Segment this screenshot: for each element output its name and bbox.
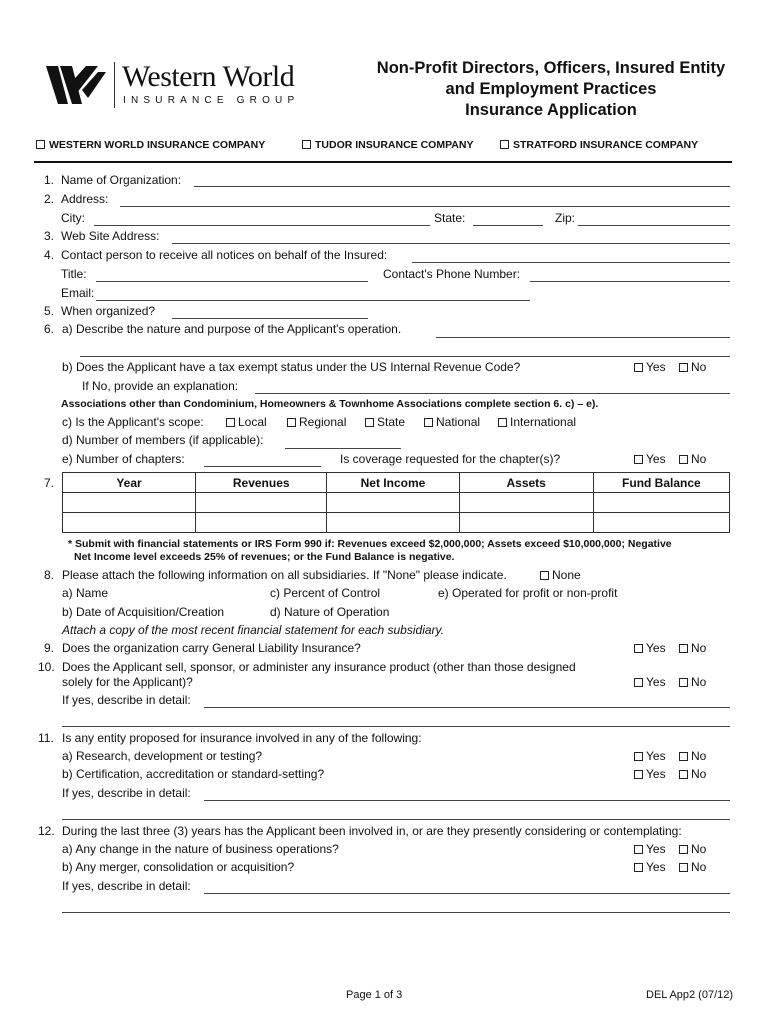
form-code: DEL App2 (07/12) — [646, 989, 734, 1001]
table-cell[interactable] — [327, 513, 459, 533]
q11b-no[interactable] — [679, 767, 706, 781]
none-label: None — [552, 568, 581, 582]
logo-name: Western World — [122, 60, 295, 93]
yes-label: Yes — [646, 767, 666, 781]
col-net-income: Net Income — [327, 473, 459, 493]
title-line-1: Non-Profit Directors, Officers, Insured Entity — [376, 59, 726, 77]
logo-subtitle: INSURANCE GROUP — [123, 95, 300, 106]
q6d-label: d) Number of members (if applicable): — [62, 433, 264, 447]
table-cell[interactable] — [63, 493, 196, 513]
email-field[interactable] — [96, 300, 530, 301]
yes-label: Yes — [646, 842, 666, 856]
website-field[interactable] — [172, 243, 730, 244]
checkbox-icon[interactable] — [634, 752, 643, 761]
company-logo — [46, 60, 108, 115]
checkbox-icon[interactable] — [287, 418, 296, 427]
q9-label: Does the organization carry General Liability Insurance? — [62, 641, 361, 655]
q2-number: 2. — [44, 192, 55, 206]
col-revenues: Revenues — [196, 473, 327, 493]
q9-yes[interactable] — [634, 641, 666, 655]
q11-detail-label: If yes, describe in detail: — [62, 786, 191, 800]
contact-phone-field[interactable] — [530, 281, 730, 282]
table-cell[interactable] — [459, 513, 593, 533]
yes-label: Yes — [646, 675, 666, 689]
q12a-yes[interactable] — [634, 842, 666, 856]
q3-label: Web Site Address: — [61, 229, 160, 243]
q10-detail-field[interactable] — [204, 707, 730, 708]
q5-number: 5. — [44, 304, 55, 318]
no-label: No — [691, 452, 707, 466]
checkbox-icon[interactable] — [634, 644, 643, 653]
q12b-no[interactable] — [679, 860, 706, 874]
q6a-label: a) Describe the nature and purpose of the Applicant's operation. — [62, 322, 402, 336]
q1-label: Name of Organization: — [61, 173, 182, 187]
logo-divider — [114, 62, 115, 108]
company-option-western-world[interactable] — [36, 139, 265, 151]
associations-note: Associations other than Condominium, Homeowners & Townhome Associations complete section 6. c) – e). — [61, 398, 599, 410]
address-field[interactable] — [120, 206, 730, 207]
tax-exempt-explanation-field[interactable] — [255, 393, 730, 394]
q12-number: 12. — [38, 824, 55, 838]
checkbox-icon[interactable] — [424, 418, 433, 427]
table-cell[interactable] — [63, 513, 196, 533]
checkbox-icon[interactable] — [679, 863, 688, 872]
subsidiaries-none[interactable] — [540, 568, 581, 582]
no-label: No — [691, 860, 707, 874]
yes-label: Yes — [646, 452, 666, 466]
scope-label: National — [436, 415, 481, 429]
chapters-count-field[interactable] — [204, 466, 321, 467]
checkbox-icon[interactable] — [226, 418, 235, 427]
q6b-explain-label: If No, provide an explanation: — [82, 379, 239, 393]
no-label: No — [691, 360, 707, 374]
q7-number: 7. — [44, 476, 55, 490]
zip-label: Zip: — [555, 211, 576, 225]
no-label: No — [691, 842, 707, 856]
q6-number: 6. — [44, 322, 55, 336]
q8c-label: c) Percent of Control — [270, 586, 381, 600]
q10-number: 10. — [38, 660, 55, 674]
q11b-label: b) Certification, accreditation or standard-setting? — [62, 767, 325, 781]
scope-label: Regional — [299, 415, 347, 429]
checkbox-icon[interactable] — [365, 418, 374, 427]
q11-detail-field-2[interactable] — [62, 819, 730, 820]
scope-label: International — [510, 415, 577, 429]
q1-number: 1. — [44, 173, 55, 187]
scope-state[interactable] — [365, 415, 405, 429]
contact-person-field[interactable] — [412, 262, 730, 263]
company-option-tudor[interactable] — [302, 139, 473, 151]
q4-number: 4. — [44, 248, 55, 262]
q11-number: 11. — [38, 731, 54, 745]
q12a-no[interactable] — [679, 842, 706, 856]
q10-detail-label: If yes, describe in detail: — [62, 693, 191, 707]
checkbox-icon[interactable] — [634, 678, 643, 687]
company-option-stratford[interactable] — [500, 139, 698, 151]
organization-name-field[interactable] — [194, 186, 730, 187]
checkbox-icon[interactable] — [679, 678, 688, 687]
table-cell[interactable] — [196, 493, 327, 513]
contact-title-field[interactable] — [96, 281, 368, 282]
table-cell[interactable] — [196, 513, 327, 533]
checkbox-icon[interactable] — [634, 770, 643, 779]
email-label: Email: — [61, 286, 95, 300]
table-cell[interactable] — [327, 493, 459, 513]
q10-yes[interactable] — [634, 675, 666, 689]
table-cell[interactable] — [593, 493, 729, 513]
q8-number: 8. — [44, 568, 55, 582]
yes-label: Yes — [646, 860, 666, 874]
q8d-label: d) Nature of Operation — [270, 605, 390, 619]
q8b-label: b) Date of Acquisition/Creation — [62, 605, 225, 619]
operation-description-field[interactable] — [436, 337, 730, 338]
q6c-label: c) Is the Applicant's scope: — [62, 415, 204, 429]
city-field[interactable] — [94, 225, 430, 226]
table-cell[interactable] — [459, 493, 593, 513]
city-label: City: — [61, 211, 85, 225]
checkbox-icon[interactable] — [679, 752, 688, 761]
q6b-no[interactable] — [679, 360, 706, 374]
contact-phone-label: Contact's Phone Number: — [383, 267, 521, 281]
state-label: State: — [434, 211, 466, 225]
checkbox-icon[interactable] — [498, 418, 507, 427]
checkbox-icon[interactable] — [679, 363, 688, 372]
q5-label: When organized? — [61, 304, 156, 318]
q3-number: 3. — [44, 229, 55, 243]
q12-detail-label: If yes, describe in detail: — [62, 879, 191, 893]
members-count-field[interactable] — [285, 448, 401, 449]
organized-date-field[interactable] — [172, 318, 368, 319]
q2-label: Address: — [61, 192, 109, 206]
yes-label: Yes — [646, 749, 666, 763]
state-field[interactable] — [473, 225, 543, 226]
checkbox-icon[interactable] — [679, 770, 688, 779]
q11a-yes[interactable] — [634, 749, 666, 763]
western-world-logo-icon — [46, 60, 108, 110]
financial-note-line-1: * Submit with financial statements or IRS Form 990 if: Revenues exceed $2,000,000; Assets exceed $10,000,000; Negative — [68, 538, 672, 550]
company-label: WESTERN WORLD INSURANCE COMPANY — [49, 139, 266, 151]
checkbox-icon[interactable] — [634, 455, 643, 464]
header-rule — [34, 161, 732, 163]
q11a-label: a) Research, development or testing? — [62, 749, 263, 763]
scope-label: State — [377, 415, 406, 429]
q6b-label: b) Does the Applicant have a tax exempt status under the US Internal Revenue Code? — [62, 360, 521, 374]
financial-note-line-2: Net Income level exceeds 25% of revenues; or the Fund Balance is negative. — [74, 551, 455, 563]
q10-label-line-1: Does the Applicant sell, sponsor, or administer any insurance product (other than those designed — [62, 660, 576, 674]
company-label: TUDOR INSURANCE COMPANY — [315, 139, 474, 151]
scope-international[interactable] — [498, 415, 576, 429]
q10-detail-field-2[interactable] — [62, 726, 730, 727]
q12-detail-field-2[interactable] — [62, 912, 730, 913]
col-fund-balance: Fund Balance — [593, 473, 729, 493]
attach-note: Attach a copy of the most recent financial statement for each subsidiary. — [62, 623, 444, 637]
no-label: No — [691, 749, 707, 763]
scope-regional[interactable] — [287, 415, 346, 429]
checkbox-icon[interactable] — [634, 845, 643, 854]
title-line-2: and Employment Practices — [445, 80, 657, 98]
checkbox-icon[interactable] — [679, 845, 688, 854]
scope-local[interactable] — [226, 415, 267, 429]
table-row — [63, 513, 730, 533]
col-assets: Assets — [459, 473, 593, 493]
q11-detail-field[interactable] — [204, 800, 730, 801]
yes-label: Yes — [646, 360, 666, 374]
table-header-row — [63, 473, 730, 493]
scope-national[interactable] — [424, 415, 480, 429]
q9-number: 9. — [44, 641, 55, 655]
q12a-label: a) Any change in the nature of business operations? — [62, 842, 339, 856]
page-number: Page 1 of 3 — [346, 989, 403, 1001]
q11b-yes[interactable] — [634, 767, 666, 781]
checkbox-icon[interactable] — [634, 363, 643, 372]
checkbox-icon[interactable] — [302, 140, 311, 149]
no-label: No — [691, 641, 707, 655]
title-line-3: Insurance Application — [465, 101, 637, 119]
q12b-label: b) Any merger, consolidation or acquisition? — [62, 860, 295, 874]
q8a-label: a) Name — [62, 586, 109, 600]
checkbox-icon[interactable] — [540, 571, 549, 580]
checkbox-icon[interactable] — [634, 863, 643, 872]
q8e-label: e) Operated for profit or non-profit — [438, 586, 618, 600]
no-label: No — [691, 767, 707, 781]
financial-table — [62, 472, 730, 533]
yes-label: Yes — [646, 641, 666, 655]
company-label: STRATFORD INSURANCE COMPANY — [513, 139, 699, 151]
q12b-yes[interactable] — [634, 860, 666, 874]
form-title — [366, 58, 736, 121]
checkbox-icon[interactable] — [500, 140, 509, 149]
q11-label: Is any entity proposed for insurance involved in any of the following: — [62, 731, 422, 745]
q6b-yes[interactable] — [634, 360, 666, 374]
chapters-coverage-label: Is coverage requested for the chapter(s)? — [340, 452, 561, 466]
q6e-label: e) Number of chapters: — [62, 452, 185, 466]
table-row — [63, 493, 730, 513]
q12-detail-field[interactable] — [204, 893, 730, 894]
table-cell[interactable] — [593, 513, 729, 533]
operation-description-field-2[interactable] — [80, 356, 730, 357]
no-label: No — [691, 675, 707, 689]
q6e-yes[interactable] — [634, 452, 666, 466]
contact-title-label: Title: — [61, 267, 87, 281]
q10-no[interactable] — [679, 675, 706, 689]
col-year: Year — [63, 473, 196, 493]
q4-label: Contact person to receive all notices on behalf of the Insured: — [61, 248, 388, 262]
scope-label: Local — [238, 415, 267, 429]
checkbox-icon[interactable] — [679, 644, 688, 653]
q10-label-line-2: solely for the Applicant)? — [62, 675, 193, 689]
q8-label: Please attach the following information on all subsidiaries. If "None" please indicate. — [62, 568, 507, 582]
checkbox-icon[interactable] — [679, 455, 688, 464]
q6e-no[interactable] — [679, 452, 706, 466]
q12-label: During the last three (3) years has the Applicant been involved in, or are they presently considering or contemplating: — [62, 824, 682, 838]
checkbox-icon[interactable] — [36, 140, 45, 149]
q11a-no[interactable] — [679, 749, 706, 763]
q9-no[interactable] — [679, 641, 706, 655]
zip-field[interactable] — [578, 225, 730, 226]
